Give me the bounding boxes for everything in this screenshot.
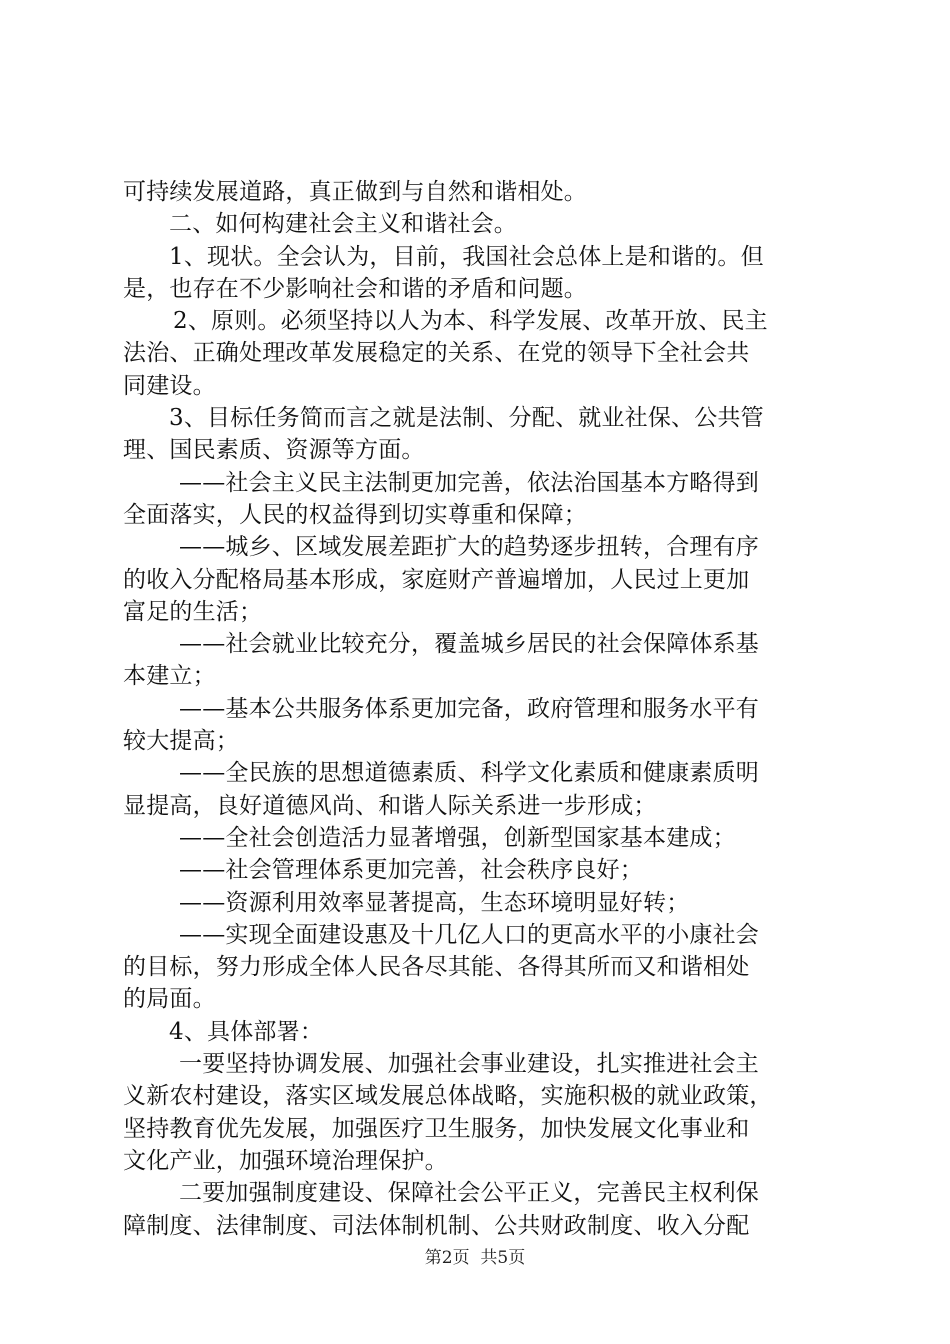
text-line: 的局面。 <box>123 986 216 1013</box>
text-line: ——实现全面建设惠及十几亿人口的更高水平的小康社会 <box>179 921 759 948</box>
text-line: 同建设。 <box>123 372 216 399</box>
text-line: 是，也存在不少影响社会和谐的矛盾和问题。 <box>123 275 587 302</box>
text-line: 一要坚持协调发展、加强社会事业建设，扎实推进社会主 <box>179 1051 759 1078</box>
text-line: ——社会就业比较充分，覆盖城乡居民的社会保障体系基 <box>179 631 759 658</box>
text-line: 文化产业，加强环境治理保护。 <box>123 1147 448 1174</box>
text-line: 4、具体部署： <box>169 1018 324 1045</box>
page-footer: 第2页 共5页 <box>424 1248 526 1268</box>
text-line: 2、原则。必须坚持以人为本、科学发展、改革开放、民主 <box>173 308 768 335</box>
text-line: 3、目标任务简而言之就是法制、分配、就业社保、公共管 <box>169 405 764 432</box>
text-line: ——城乡、区域发展差距扩大的趋势逐步扭转，合理有序 <box>179 534 759 561</box>
text-line: 的目标，努力形成全体人民各尽其能、各得其所而又和谐相处 <box>123 954 750 981</box>
text-line: 富足的生活； <box>123 598 263 625</box>
text-line: 二要加强制度建设、保障社会公平正义，完善民主权利保 <box>179 1180 759 1207</box>
text-line: 障制度、法律制度、司法体制机制、公共财政制度、收入分配 <box>123 1212 750 1239</box>
text-line: 1、现状。全会认为，目前，我国社会总体上是和谐的。但 <box>169 243 764 270</box>
text-line: 的收入分配格局基本形成，家庭财产普遍增加，人民过上更加 <box>123 566 750 593</box>
text-line: 较大提高； <box>123 728 239 755</box>
text-line: ——全社会创造活力显著增强，创新型国家基本建成； <box>179 824 736 851</box>
text-line: ——基本公共服务体系更加完备，政府管理和服务水平有 <box>179 695 759 722</box>
text-line: 义新农村建设，落实区域发展总体战略，实施积极的就业政策， <box>123 1083 773 1110</box>
text-line: 可持续发展道路，真正做到与自然和谐相处。 <box>123 179 587 205</box>
text-line: 法治、正确处理改革发展稳定的关系、在党的领导下全社会共 <box>123 340 750 367</box>
text-line: ——社会管理体系更加完善，社会秩序良好； <box>179 857 643 884</box>
text-line: ——资源利用效率显著提高，生态环境明显好转； <box>179 889 690 916</box>
text-line: 本建立； <box>123 663 216 690</box>
text-line: 理、国民素质、资源等方面。 <box>123 437 425 464</box>
section-heading: 二、如何构建社会主义和谐社会。 <box>169 211 517 238</box>
text-line: 坚持教育优先发展，加强医疗卫生服务，加快发展文化事业和 <box>123 1115 750 1142</box>
text-line: 显提高，良好道德风尚、和谐人际关系进一步形成； <box>123 792 657 819</box>
text-line: ——社会主义民主法制更加完善，依法治国基本方略得到 <box>179 469 759 496</box>
document-body <box>123 176 835 1242</box>
text-line: 全面落实，人民的权益得到切实尊重和保障； <box>123 501 587 528</box>
text-line: ——全民族的思想道德素质、科学文化素质和健康素质明 <box>179 760 759 787</box>
